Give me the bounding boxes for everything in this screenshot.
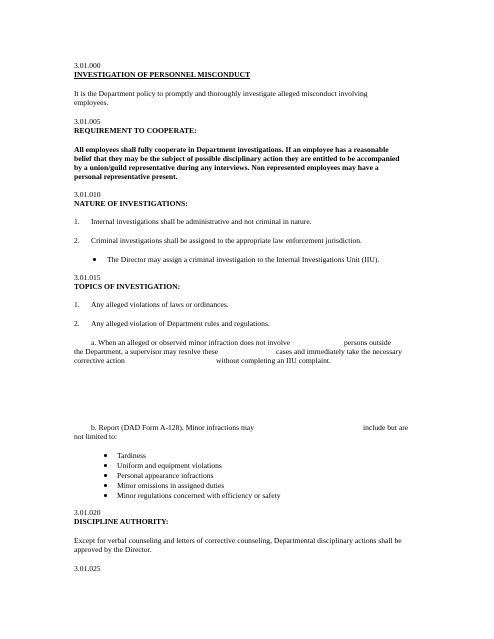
- bullet-icon: [104, 474, 107, 477]
- list-number: 1.: [74, 300, 80, 309]
- paragraph-fragment: corrective action: [74, 356, 125, 365]
- section-number: 3.01.020: [74, 508, 101, 517]
- paragraph-fragment: persons outside: [344, 338, 392, 347]
- list-item: Any alleged violations of laws or ordinances.: [91, 300, 229, 309]
- paragraph-fragment: b. Report (DAD Form A-128). Minor infractions may: [91, 423, 255, 432]
- list-item: Criminal investigations shall be assigned to the appropriate law enforcement jurisdiction.: [91, 236, 362, 245]
- paragraph-line: personal representative present.: [74, 172, 178, 181]
- list-item: Minor regulations concerned with efficiency or safety: [117, 491, 281, 500]
- list-item: Personal appearance infractions: [117, 471, 214, 480]
- list-item: Uniform and equipment violations: [117, 461, 222, 470]
- paragraph-line: It is the Department policy to promptly and thoroughly investigate alleged misconduct involving: [74, 89, 368, 98]
- list-number: 2.: [74, 319, 80, 328]
- list-item: Minor omissions in assigned duties: [117, 481, 225, 490]
- list-number: 1.: [74, 217, 80, 226]
- paragraph-fragment: cases and immediately take the necessary: [276, 347, 402, 356]
- list-number: 2.: [74, 236, 80, 245]
- paragraph-fragment: without completing an IIU complaint.: [216, 356, 331, 365]
- bullet-icon: [104, 484, 107, 487]
- section-number: 3.01.015: [74, 273, 101, 282]
- paragraph-line: belief that they may be the subject of possible disciplinary action they are entitled to be accompanied: [74, 154, 400, 163]
- section-number: 3.01.010: [74, 190, 101, 199]
- section-title: INVESTIGATION OF PERSONNEL MISCONDUCT: [74, 70, 251, 79]
- list-item: Any alleged violation of Department rules and regulations.: [91, 319, 270, 328]
- list-item: Internal investigations shall be administrative and not criminal in nature.: [91, 217, 312, 226]
- section-title: DISCIPLINE AUTHORITY:: [74, 517, 169, 526]
- list-item: The Director may assign a criminal investigation to the Internal Investigations Unit (IIU).: [107, 255, 380, 264]
- section-title: REQUIREMENT TO COOPERATE:: [74, 126, 197, 135]
- bullet-icon: [104, 464, 107, 467]
- bullet-icon: [93, 258, 96, 261]
- paragraph-fragment: a. When an alleged or observed minor infraction does not involve: [91, 338, 291, 347]
- paragraph-fragment: not limited to:: [74, 432, 118, 441]
- section-number: 3.01.025: [74, 564, 101, 573]
- bullet-icon: [104, 454, 107, 457]
- paragraph-line: approved by the Director.: [74, 545, 152, 554]
- section-number: 3.01.000: [74, 61, 101, 70]
- section-title: TOPICS OF INVESTIGATION:: [74, 282, 181, 291]
- section-number: 3.01.005: [74, 117, 101, 126]
- paragraph-line: by a union/guild representative during any interviews. Non represented employees may have a: [74, 163, 379, 172]
- paragraph-line: All employees shall fully cooperate in Department investigations. If an employee has a reasonable: [74, 145, 389, 154]
- list-item: Tardiness: [117, 451, 146, 460]
- section-title: NATURE OF INVESTIGATIONS:: [74, 199, 188, 208]
- paragraph-line: employees.: [74, 98, 109, 107]
- paragraph-fragment: the Department, a supervisor may resolve these: [74, 347, 219, 356]
- paragraph-line: Except for verbal counseling and letters of corrective counseling, Departmental disciplinary actions shall be: [74, 536, 402, 545]
- paragraph-fragment: include but are: [363, 423, 409, 432]
- bullet-icon: [104, 494, 107, 497]
